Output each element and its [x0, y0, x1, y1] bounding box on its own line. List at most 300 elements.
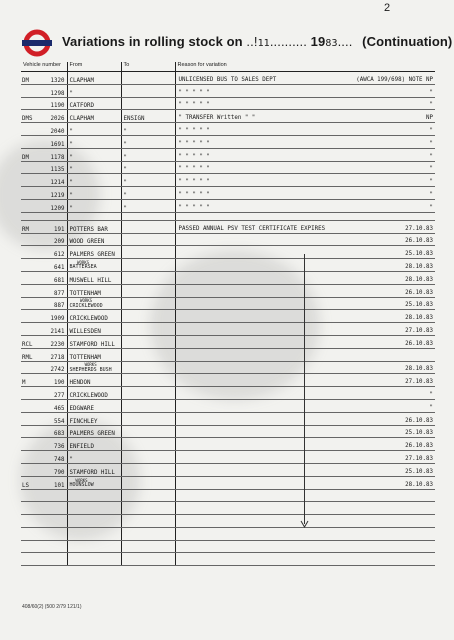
table-body: [21, 72, 435, 566]
table-row: [21, 335, 435, 348]
reason-cell: [175, 323, 435, 336]
to-cell: [121, 310, 175, 323]
from-cell: [67, 527, 121, 540]
from-cell: [67, 259, 121, 272]
vehicle-number-cell: 1298: [41, 84, 67, 97]
to-cell: [121, 361, 175, 374]
to-cell: [121, 540, 175, 553]
reason-cell: [175, 476, 435, 489]
reason-note: ": [429, 166, 434, 173]
reason-cell: [175, 233, 435, 246]
vehicle-class-cell: DMS: [21, 110, 41, 123]
vehicle-class-cell: LS: [21, 476, 41, 489]
from-cell: ": [67, 135, 121, 148]
table-row: [21, 489, 435, 502]
vehicle-class-cell: RML: [21, 348, 41, 361]
from-cell: STAMFORD HILL: [67, 463, 121, 476]
reason-note: 28.10.83: [405, 315, 434, 322]
table-row: [21, 135, 435, 148]
reason-text: " " " " ": [178, 140, 210, 147]
to-cell: ": [121, 123, 175, 136]
reason-cell: [175, 540, 435, 553]
from-two-line: [70, 298, 103, 309]
reason-note: 25.10.83: [405, 468, 434, 475]
reason-cell: [175, 399, 435, 412]
reason-cell: [175, 438, 435, 451]
table-spacer-row: [21, 212, 435, 220]
to-cell: [121, 271, 175, 284]
reason-cell: [175, 425, 435, 438]
vehicle-number-cell: 277: [41, 387, 67, 400]
continuation-label: (Continuation): [362, 34, 453, 49]
reason-note: ": [429, 404, 434, 411]
form-header: [22, 26, 453, 60]
reason-cell: [175, 502, 435, 515]
vehicle-class-cell: [21, 502, 41, 515]
to-cell: [121, 297, 175, 310]
from-cell: PALMERS GREEN: [67, 246, 121, 259]
vehicle-class-cell: [21, 489, 41, 502]
vehicle-number-cell: 1219: [41, 187, 67, 200]
reason-cell: [175, 348, 435, 361]
table-row: [21, 187, 435, 200]
vehicle-class-cell: [21, 246, 41, 259]
reason-note: 27.10.83: [405, 225, 434, 232]
reason-text: " TRANSFER Written " ": [178, 115, 256, 122]
from-cell: [67, 540, 121, 553]
reason-cell: [175, 72, 435, 85]
vehicle-number-cell: 554: [41, 412, 67, 425]
variations-form: [21, 62, 435, 566]
col-reason: Reason for variation: [175, 62, 435, 72]
vehicle-class-cell: [21, 399, 41, 412]
vehicle-class-cell: [21, 438, 41, 451]
reason-cell: [175, 412, 435, 425]
vehicle-number-cell: 101: [41, 476, 67, 489]
to-cell: ENSIGN: [121, 110, 175, 123]
from-cell: [67, 361, 121, 374]
reason-note: 28.10.83: [405, 276, 434, 283]
to-cell: [121, 412, 175, 425]
date-hand: 11: [257, 38, 270, 49]
table-row: [21, 540, 435, 553]
vehicle-number-cell: 2026: [41, 110, 67, 123]
vehicle-number-cell: 681: [41, 271, 67, 284]
to-cell: [121, 463, 175, 476]
reason-cell: [175, 97, 435, 110]
from-cell: ENFIELD: [67, 438, 121, 451]
vehicle-class-cell: [21, 161, 41, 174]
reason-note: 26.10.83: [405, 238, 434, 245]
reason-cell: [175, 451, 435, 464]
reason-text: " " " " ": [178, 153, 210, 160]
to-cell: [121, 399, 175, 412]
from-cell: ": [67, 161, 121, 174]
from-cell: CATFORD: [67, 97, 121, 110]
spacer-cell: [21, 212, 41, 220]
to-cell: [121, 438, 175, 451]
reason-cell: [175, 187, 435, 200]
to-cell: [121, 502, 175, 515]
reason-note: 26.10.83: [405, 417, 434, 424]
from-cell: [67, 502, 121, 515]
to-cell: [121, 489, 175, 502]
from-cell: ": [67, 84, 121, 97]
vehicle-number-cell: 1135: [41, 161, 67, 174]
table-row: [21, 72, 435, 85]
reason-cell: [175, 361, 435, 374]
reason-note: (AWCA 199/698) NOTE NP: [356, 76, 434, 83]
year-dots: ....: [337, 34, 353, 49]
from-cell: ": [67, 174, 121, 187]
vehicle-class-cell: [21, 412, 41, 425]
from-depot: CRICKLEWOOD: [69, 302, 103, 309]
from-cell: CLAPHAM: [67, 110, 121, 123]
reason-cell: [175, 271, 435, 284]
vehicle-number-cell: [41, 489, 67, 502]
to-cell: [121, 425, 175, 438]
reason-cell: [175, 220, 435, 233]
table-row: [21, 123, 435, 136]
table-row: [21, 399, 435, 412]
to-cell: [121, 553, 175, 566]
vehicle-class-cell: [21, 387, 41, 400]
vehicle-number-cell: [41, 527, 67, 540]
table-row: [21, 515, 435, 528]
vehicle-number-cell: 683: [41, 425, 67, 438]
date-dots-2: ..........: [269, 34, 307, 49]
year-prefix: 19: [310, 34, 326, 49]
spacer-cell: [175, 212, 435, 220]
vehicle-number-cell: [41, 540, 67, 553]
arrow-down-icon: [300, 520, 309, 528]
spacer-cell: [67, 212, 121, 220]
from-cell: ": [67, 148, 121, 161]
vehicle-class-cell: [21, 259, 41, 272]
from-cell: [67, 476, 121, 489]
reason-note: NP: [426, 115, 434, 122]
table-row: [21, 110, 435, 123]
from-cell: PALMERS GREEN: [67, 425, 121, 438]
from-cell: [67, 297, 121, 310]
vehicle-number-cell: 1214: [41, 174, 67, 187]
table-header-row: [21, 62, 435, 72]
vehicle-class-cell: [21, 527, 41, 540]
reason-cell: [175, 110, 435, 123]
from-cell: EDGWARE: [67, 399, 121, 412]
table-row: [21, 84, 435, 97]
from-cell: [67, 515, 121, 528]
vehicle-class-cell: [21, 123, 41, 136]
reason-cell: [175, 148, 435, 161]
from-cell: TOTTENHAM: [67, 348, 121, 361]
table-row: [21, 425, 435, 438]
vehicle-number-cell: 191: [41, 220, 67, 233]
reason-note: 28.10.83: [405, 481, 434, 488]
reason-cell: [175, 135, 435, 148]
to-cell: [121, 284, 175, 297]
table-row: [21, 348, 435, 361]
table-row: [21, 97, 435, 110]
reason-note: 27.10.83: [405, 379, 434, 386]
vehicle-class-cell: RCL: [21, 335, 41, 348]
reason-note: ": [429, 102, 434, 109]
table-row: [21, 161, 435, 174]
from-cell: [67, 489, 121, 502]
from-cell: ": [67, 451, 121, 464]
from-two-line: [70, 478, 94, 489]
reason-note: ": [429, 140, 434, 147]
vehicle-number-cell: [41, 553, 67, 566]
vehicle-number-cell: 1190: [41, 97, 67, 110]
vehicle-class-cell: [21, 174, 41, 187]
vehicle-number-cell: [41, 502, 67, 515]
from-cell: ": [67, 123, 121, 136]
from-cell: CLAPHAM: [67, 72, 121, 85]
vehicle-number-cell: 1691: [41, 135, 67, 148]
vehicle-number-cell: 2040: [41, 123, 67, 136]
table-row: [21, 246, 435, 259]
from-cell: MUSWELL HILL: [67, 271, 121, 284]
from-cell: CRICKLEWOOD: [67, 387, 121, 400]
spacer-cell: [41, 212, 67, 220]
to-cell: [121, 72, 175, 85]
reason-note: ": [429, 191, 434, 198]
from-cell: POTTERS BAR: [67, 220, 121, 233]
from-cell: [67, 553, 121, 566]
to-cell: [121, 451, 175, 464]
reason-text: " " " " ": [178, 166, 210, 173]
vehicle-class-cell: M: [21, 374, 41, 387]
table-row: [21, 361, 435, 374]
to-cell: [121, 527, 175, 540]
table-row: [21, 476, 435, 489]
reason-note: ": [429, 127, 434, 134]
from-works-label: WORKS: [75, 477, 88, 483]
reason-cell: [175, 310, 435, 323]
table-row: [21, 463, 435, 476]
reason-cell: [175, 84, 435, 97]
vehicle-class-cell: [21, 463, 41, 476]
col-vehicle-number: Vehicle number: [21, 62, 67, 72]
vehicle-class-cell: [21, 361, 41, 374]
to-cell: [121, 387, 175, 400]
reason-text: PASSED ANNUAL PSV TEST CERTIFICATE EXPIRES: [178, 225, 326, 232]
table-row: [21, 374, 435, 387]
vehicle-number-cell: 2742: [41, 361, 67, 374]
reason-text: " " " " ": [178, 89, 210, 96]
from-works-label: WORKS: [84, 362, 97, 368]
from-cell: WILLESDEN: [67, 323, 121, 336]
reason-note: 26.10.83: [405, 340, 434, 347]
reason-note: 27.10.83: [405, 455, 434, 462]
reason-cell: [175, 387, 435, 400]
table-row: [21, 284, 435, 297]
from-cell: TOTTENHAM: [67, 284, 121, 297]
year-hand: 83: [325, 38, 338, 49]
reason-cell: [175, 553, 435, 566]
vehicle-class-cell: [21, 271, 41, 284]
reason-note: 28.10.83: [405, 366, 434, 373]
table-row: [21, 502, 435, 515]
vehicle-number-cell: 790: [41, 463, 67, 476]
from-works-label: WORKS: [80, 298, 93, 304]
table-row: [21, 438, 435, 451]
from-depot: SHEPHERDS BUSH: [69, 366, 112, 373]
table-row: [21, 271, 435, 284]
from-depot: BATTERSEA: [69, 264, 97, 271]
reason-cell: [175, 463, 435, 476]
reason-note: ": [429, 153, 434, 160]
vehicle-class-cell: [21, 323, 41, 336]
to-cell: ": [121, 148, 175, 161]
table-row: [21, 148, 435, 161]
reason-note: ": [429, 204, 434, 211]
table-row: [21, 220, 435, 233]
reason-cell: [175, 259, 435, 272]
to-cell: [121, 97, 175, 110]
london-transport-roundel-icon: [22, 28, 52, 58]
table-row: [21, 387, 435, 400]
from-cell: ": [67, 199, 121, 212]
reason-cell: [175, 284, 435, 297]
reason-text: " " " " ": [178, 179, 210, 186]
vehicle-number-cell: 748: [41, 451, 67, 464]
reason-cell: [175, 489, 435, 502]
reason-text: " " " " ": [178, 191, 210, 198]
vehicle-class-cell: [21, 310, 41, 323]
ditto-arrow-line: [304, 254, 305, 524]
variations-table: [21, 62, 435, 566]
col-from: From: [67, 62, 121, 72]
vehicle-class-cell: [21, 135, 41, 148]
vehicle-number-cell: 887: [41, 297, 67, 310]
reason-cell: [175, 335, 435, 348]
reason-cell: [175, 123, 435, 136]
reason-cell: [175, 297, 435, 310]
to-cell: [121, 515, 175, 528]
table-row: [21, 553, 435, 566]
from-cell: HENDON: [67, 374, 121, 387]
col-to: To: [121, 62, 175, 72]
from-two-line: [70, 260, 97, 271]
reason-note: ": [429, 391, 434, 398]
table-row: [21, 259, 435, 272]
reason-note: 25.10.83: [405, 302, 434, 309]
to-cell: ": [121, 135, 175, 148]
vehicle-class-cell: [21, 540, 41, 553]
reason-cell: [175, 527, 435, 540]
to-cell: [121, 246, 175, 259]
vehicle-number-cell: 2230: [41, 335, 67, 348]
to-cell: ": [121, 199, 175, 212]
vehicle-number-cell: 190: [41, 374, 67, 387]
to-cell: ": [121, 174, 175, 187]
vehicle-class-cell: [21, 284, 41, 297]
to-cell: ": [121, 187, 175, 200]
vehicle-number-cell: [41, 515, 67, 528]
vehicle-class-cell: [21, 451, 41, 464]
vehicle-number-cell: 209: [41, 233, 67, 246]
vehicle-class-cell: [21, 425, 41, 438]
from-depot: HOUNSLOW: [69, 482, 94, 488]
reason-note: 28.10.83: [405, 263, 434, 270]
from-cell: ": [67, 187, 121, 200]
table-row: [21, 233, 435, 246]
to-cell: [121, 84, 175, 97]
from-works-label: WORKS: [77, 259, 90, 265]
reason-cell: [175, 374, 435, 387]
reason-note: ": [429, 89, 434, 96]
vehicle-class-cell: [21, 84, 41, 97]
reason-note: 27.10.83: [405, 327, 434, 334]
vehicle-number-cell: 877: [41, 284, 67, 297]
reason-note: 26.10.83: [405, 289, 434, 296]
vehicle-class-cell: [21, 515, 41, 528]
to-cell: [121, 323, 175, 336]
vehicle-number-cell: 612: [41, 246, 67, 259]
to-cell: [121, 259, 175, 272]
vehicle-class-cell: [21, 233, 41, 246]
page-number: 2: [384, 2, 391, 14]
page-title: [62, 34, 452, 49]
reason-cell: [175, 161, 435, 174]
vehicle-number-cell: 1909: [41, 310, 67, 323]
reason-text: " " " " ": [178, 204, 210, 211]
from-cell: WOOD GREEN: [67, 233, 121, 246]
vehicle-class-cell: [21, 199, 41, 212]
to-cell: ": [121, 161, 175, 174]
to-cell: [121, 374, 175, 387]
table-row: [21, 451, 435, 464]
from-cell: CRICKLEWOOD: [67, 310, 121, 323]
to-cell: [121, 348, 175, 361]
table-row: [21, 310, 435, 323]
to-cell: [121, 220, 175, 233]
vehicle-number-cell: 1320: [41, 72, 67, 85]
spacer-cell: [121, 212, 175, 220]
reason-cell: [175, 199, 435, 212]
from-cell: STAMFORD HILL: [67, 335, 121, 348]
table-row: [21, 297, 435, 310]
date-dots: ..!: [246, 34, 258, 49]
form-reference: 408/60(2) (500 2/79 121/1): [22, 604, 82, 610]
to-cell: [121, 233, 175, 246]
vehicle-class-cell: DM: [21, 148, 41, 161]
title-text: Variations in rolling stock on: [62, 34, 243, 49]
table-row: [21, 527, 435, 540]
reason-cell: [175, 246, 435, 259]
to-cell: [121, 476, 175, 489]
vehicle-number-cell: 2718: [41, 348, 67, 361]
vehicle-class-cell: [21, 97, 41, 110]
table-row: [21, 199, 435, 212]
vehicle-number-cell: 465: [41, 399, 67, 412]
reason-text: UNLICENSED BUS TO SALES DEPT: [178, 76, 277, 83]
reason-note: 26.10.83: [405, 443, 434, 450]
vehicle-number-cell: 1209: [41, 199, 67, 212]
reason-cell: [175, 174, 435, 187]
reason-note: 25.10.83: [405, 251, 434, 258]
vehicle-number-cell: 1178: [41, 148, 67, 161]
table-row: [21, 323, 435, 336]
table-row: [21, 174, 435, 187]
from-cell: FINCHLEY: [67, 412, 121, 425]
vehicle-class-cell: [21, 187, 41, 200]
reason-note: 25.10.83: [405, 430, 434, 437]
to-cell: [121, 335, 175, 348]
vehicle-class-cell: DM: [21, 72, 41, 85]
